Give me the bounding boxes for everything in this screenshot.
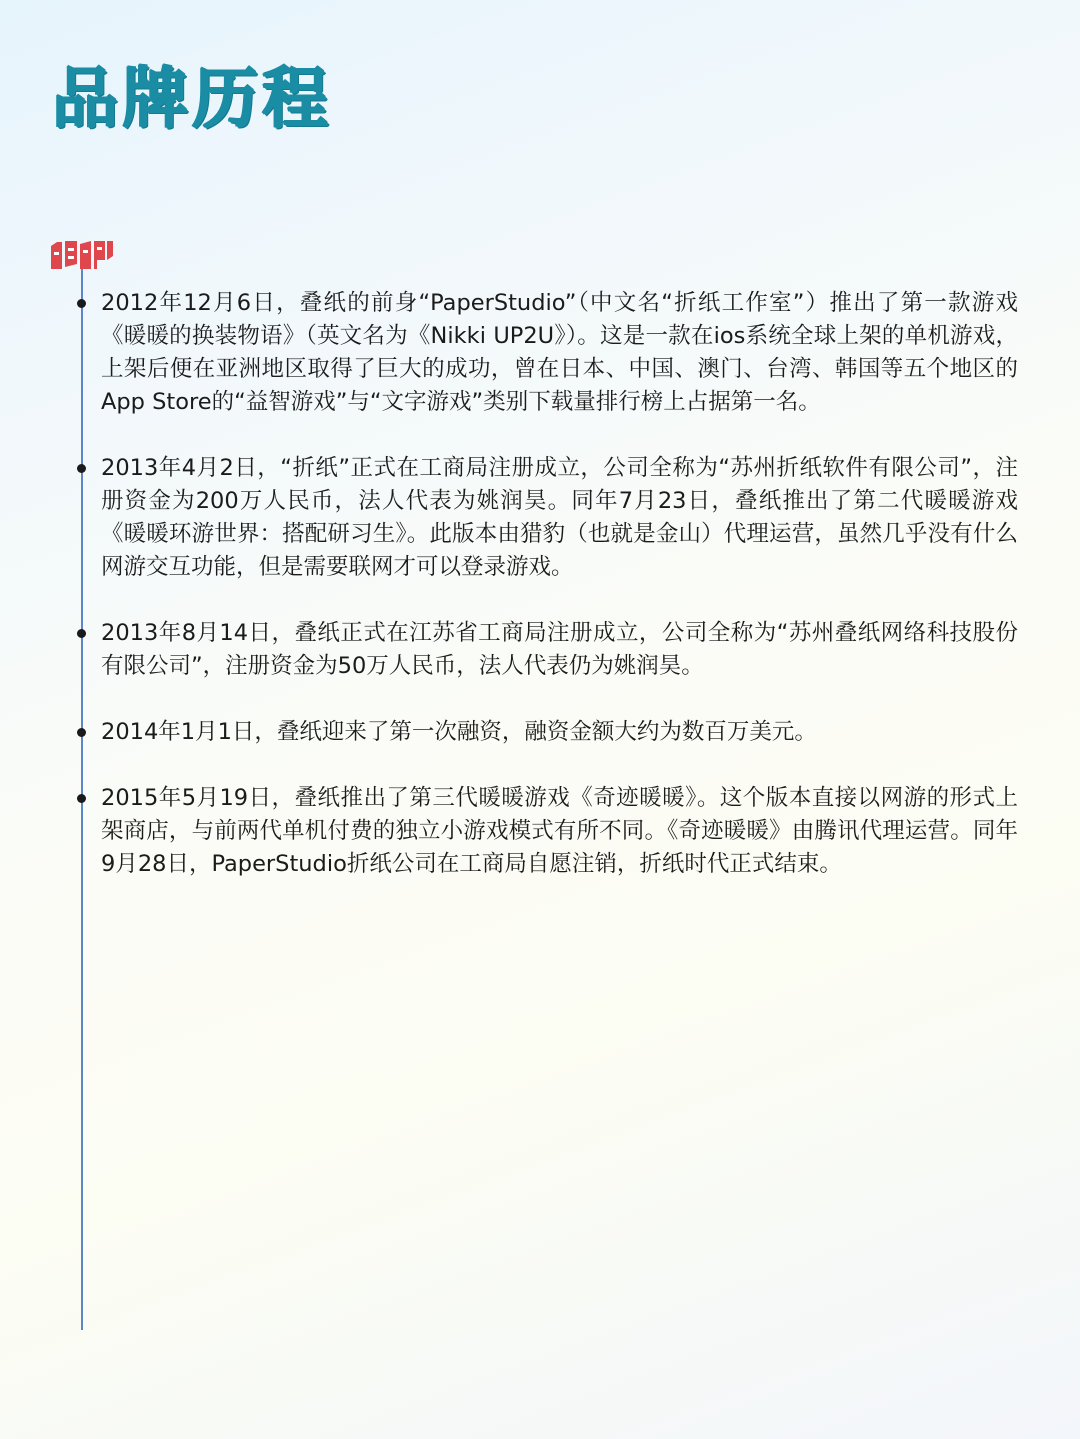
bullet-dot-icon — [77, 728, 86, 737]
bullet-dot-icon — [77, 464, 86, 473]
bullet-dot-icon — [77, 629, 86, 638]
event-text: 2013年8月14日，叠纸正式在江苏省工商局注册成立，公司全称为“苏州叠纸网络科技股份有限公司”，注册资金为50万人民币，法人代表仍为姚润昊。 — [101, 620, 1018, 679]
event-text: 2014年1月1日，叠纸迎来了第一次融资，融资金额大约为数百万美元。 — [101, 719, 817, 745]
list-item — [0, 716, 1080, 749]
event-list — [0, 287, 1080, 914]
list-item — [0, 782, 1080, 881]
event-text: 2012年12月6日，叠纸的前身“PaperStudio”（中文名“折纸工作室”）推出了第一款游戏《暖暖的换装物语》（英文名为《Nikki UP2U》）。这是一款在ios系统全球上架的单机游戏，上架后便在亚洲地区取得了巨大的成功，曾在日本、中国、澳门、台湾、韩国等五个地区的App Store的“益智游戏”与“文字游戏”类别下载量排行榜上占据第一名。 — [101, 290, 1018, 415]
bullet-dot-icon — [77, 299, 86, 308]
list-item — [0, 452, 1080, 584]
page-title: 品牌历程 — [52, 60, 332, 137]
list-item — [0, 617, 1080, 683]
event-text: 2015年5月19日，叠纸推出了第三代暖暖游戏《奇迹暖暖》。这个版本直接以网游的形式上架商店，与前两代单机付费的独立小游戏模式有所不同。《奇迹暖暖》由腾讯代理运营。同年9月28日，PaperStudio折纸公司在工商局自愿注销，折纸时代正式结束。 — [101, 785, 1018, 877]
event-text: 2013年4月2日，“折纸”正式在工商局注册成立，公司全称为“苏州折纸软件有限公司”，注册资金为200万人民币，法人代表为姚润昊。同年7月23日，叠纸推出了第二代暖暖游戏《暖暖环游世界：搭配研习生》。此版本由猎豹（也就是金山）代理运营，虽然几乎没有什么网游交互功能，但是需要联网才可以登录游戏。 — [101, 455, 1018, 580]
bullet-dot-icon — [77, 794, 86, 803]
year-badge-icon — [49, 238, 115, 272]
list-item — [0, 287, 1080, 419]
